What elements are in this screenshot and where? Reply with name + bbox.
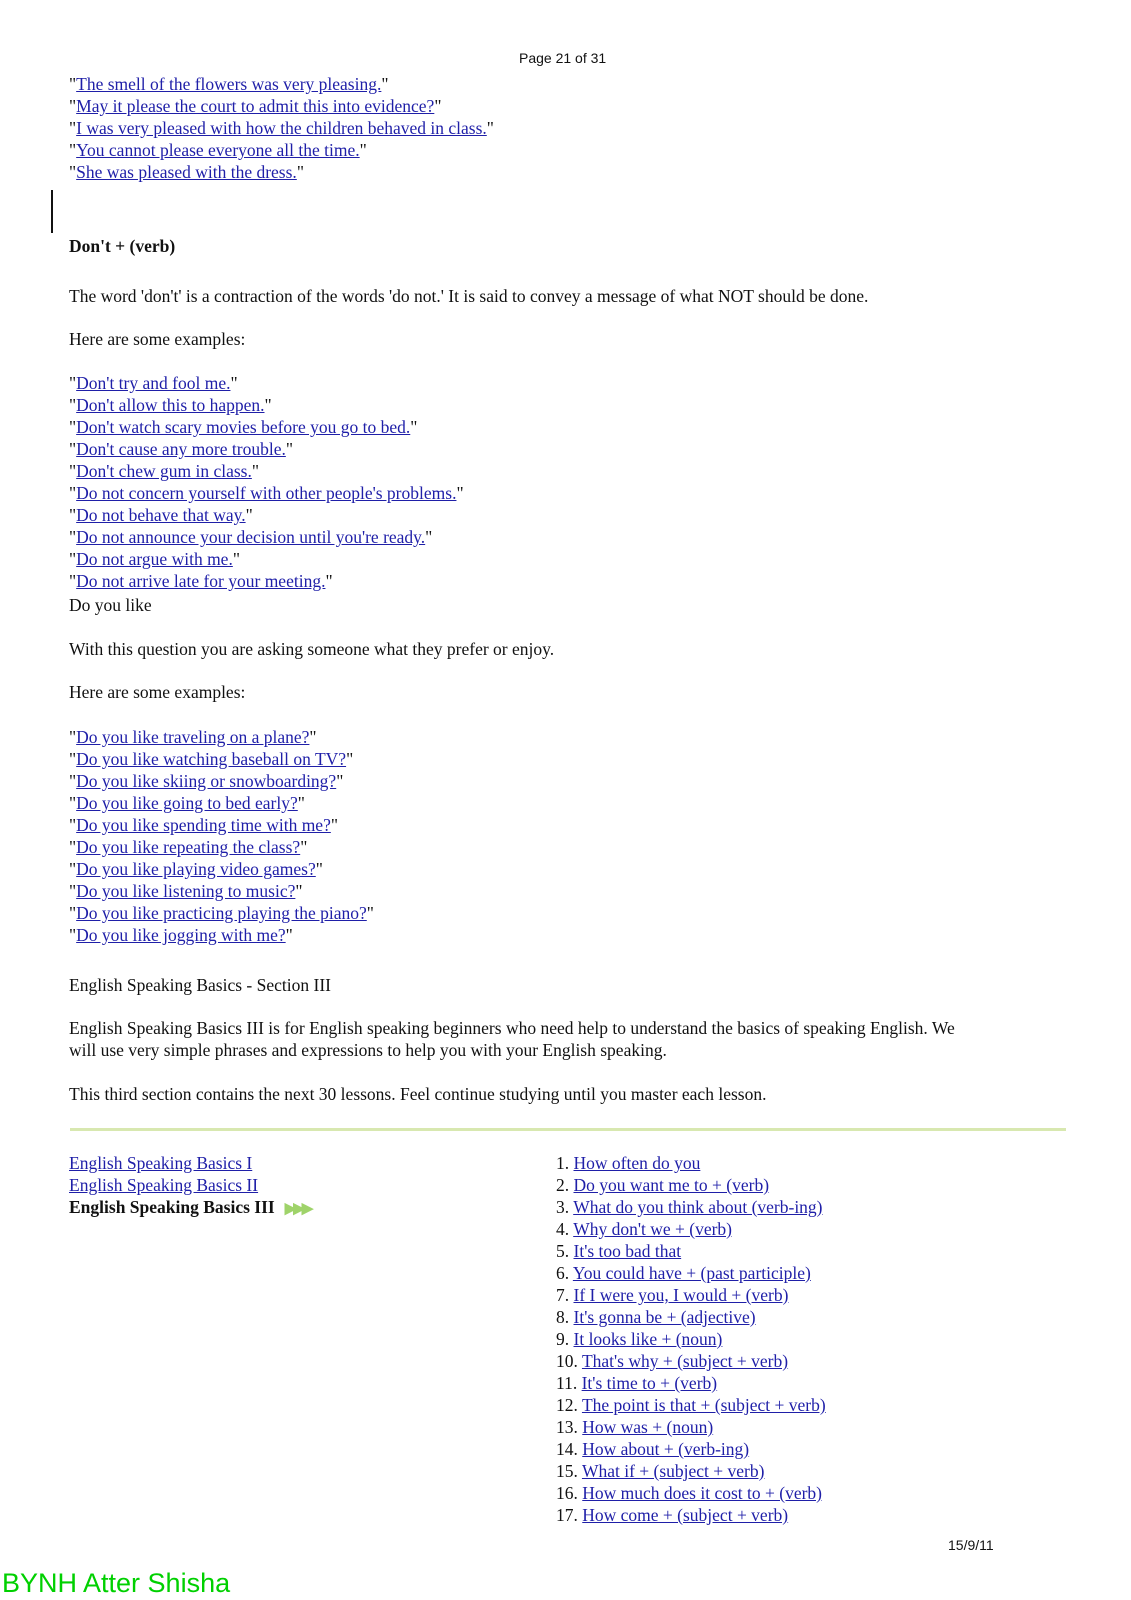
list-item: 4. Why don't we + (verb) <box>556 1219 732 1239</box>
example-link[interactable]: Do not argue with me. <box>76 549 233 569</box>
lesson-link[interactable]: Do you want me to + (verb) <box>573 1175 770 1195</box>
lesson-link[interactable]: How come + (subject + verb) <box>582 1505 789 1525</box>
page-number: Page 21 of 31 <box>519 50 607 66</box>
section3-paragraph-line: English Speaking Basics III is for English speaking beginners who need help to understand the basics of speaking English. We <box>69 1018 955 1038</box>
section3-paragraph <box>69 1017 955 1061</box>
example-link[interactable]: Do you like spending time with me? <box>76 815 331 835</box>
example-link[interactable]: Do you like going to bed early? <box>76 793 298 813</box>
example-line: "Don't cause any more trouble." <box>69 439 293 459</box>
example-line: "Don't allow this to happen." <box>69 395 272 415</box>
lesson-link[interactable]: How much does it cost to + (verb) <box>582 1483 823 1503</box>
example-link[interactable]: Do you like practicing playing the piano? <box>76 903 367 923</box>
example-line: "Do not arrive late for your meeting." <box>69 571 333 591</box>
dont-heading: Don't + (verb) <box>69 236 176 256</box>
example-line: "Do you like traveling on a plane?" <box>69 727 317 747</box>
example-link[interactable]: Do you like traveling on a plane? <box>76 727 310 747</box>
example-line: "Do you like practicing playing the piano?" <box>69 903 374 923</box>
example-link[interactable]: Don't try and fool me. <box>76 373 231 393</box>
nav-current-basics-3 <box>69 1196 310 1218</box>
list-item: 3. What do you think about (verb-ing) <box>556 1197 823 1217</box>
list-item: 5. It's too bad that <box>556 1241 682 1261</box>
example-line: "Don't chew gum in class." <box>69 461 260 481</box>
lesson-link[interactable]: The point is that + (subject + verb) <box>581 1395 826 1415</box>
list-item: 1. How often do you <box>556 1153 701 1173</box>
list-item: 9. It looks like + (noun) <box>556 1329 723 1349</box>
list-item: 7. If I were you, I would + (verb) <box>556 1285 789 1305</box>
lesson-link[interactable]: How often do you <box>573 1153 701 1173</box>
nav-link-basics-2[interactable]: English Speaking Basics II <box>69 1175 259 1195</box>
dont-description: The word 'don't' is a contraction of the words 'do not.' It is said to convey a message of what NOT should be done. <box>69 286 869 306</box>
example-line: "You cannot please everyone all the time." <box>69 140 367 160</box>
example-link[interactable]: Do you like watching baseball on TV? <box>76 749 347 769</box>
example-link[interactable]: Do not concern yourself with other people's problems. <box>76 483 457 503</box>
doyoulike-examples <box>69 726 374 946</box>
example-link[interactable]: Do not announce your decision until you're ready. <box>76 527 426 547</box>
doyoulike-description: With this question you are asking someone what they prefer or enjoy. <box>69 639 555 659</box>
watermark-text: BYNH Atter Shisha <box>2 1568 231 1598</box>
section3-lessons-note: This third section contains the next 30 lessons. Feel continue studying until you master each lesson. <box>69 1084 767 1104</box>
list-item: 13. How was + (noun) <box>556 1417 714 1437</box>
dont-intro: Here are some examples: <box>69 329 246 349</box>
example-line: "Do you like jogging with me?" <box>69 925 293 945</box>
section3-title: English Speaking Basics - Section III <box>69 975 331 995</box>
lesson-link[interactable]: You could have + (past participle) <box>572 1263 811 1283</box>
example-line: "Do not concern yourself with other people's problems." <box>69 483 464 503</box>
example-line: "Do not behave that way." <box>69 505 253 525</box>
example-line: "She was pleased with the dress." <box>69 162 304 182</box>
example-line: "Do you like watching baseball on TV?" <box>69 749 354 769</box>
top-examples <box>69 73 1069 183</box>
example-link[interactable]: She was pleased with the dress. <box>76 162 297 182</box>
lesson-link[interactable]: It looks like + (noun) <box>573 1329 723 1349</box>
doyoulike-heading: Do you like <box>69 595 152 615</box>
divider <box>70 1128 1066 1131</box>
example-link[interactable]: Don't chew gum in class. <box>76 461 252 481</box>
text-cursor <box>51 190 53 233</box>
example-link[interactable]: May it please the court to admit this into evidence? <box>76 96 435 116</box>
list-item: 14. How about + (verb-ing) <box>556 1439 750 1459</box>
example-line: "Do you like playing video games?" <box>69 859 323 879</box>
list-item: 2. Do you want me to + (verb) <box>556 1175 770 1195</box>
nav-link-basics-1[interactable]: English Speaking Basics I <box>69 1153 253 1173</box>
triple-arrow-icon: ▶▶▶ <box>284 1201 311 1217</box>
lesson-link[interactable]: It's too bad that <box>573 1241 682 1261</box>
example-link[interactable]: Don't allow this to happen. <box>76 395 265 415</box>
lesson-list <box>556 1152 826 1526</box>
lesson-link[interactable]: That's why + (subject + verb) <box>581 1351 789 1371</box>
example-link[interactable]: Don't watch scary movies before you go to bed. <box>76 417 411 437</box>
example-link[interactable]: The smell of the flowers was very pleasing. <box>76 74 382 94</box>
lesson-link[interactable]: If I were you, I would + (verb) <box>573 1285 789 1305</box>
example-link[interactable]: Do not arrive late for your meeting. <box>76 571 326 591</box>
lesson-link[interactable]: It's gonna be + (adjective) <box>573 1307 756 1327</box>
lesson-link[interactable]: It's time to + (verb) <box>581 1373 718 1393</box>
list-item: 6. You could have + (past participle) <box>556 1263 811 1283</box>
example-line: "The smell of the flowers was very pleasing." <box>69 74 389 94</box>
example-line: "Do not argue with me." <box>69 549 240 569</box>
example-line: "Don't watch scary movies before you go to bed." <box>69 417 418 437</box>
list-item: 16. How much does it cost to + (verb) <box>556 1483 823 1503</box>
example-line: "Do you like repeating the class?" <box>69 837 308 857</box>
lesson-link[interactable]: What if + (subject + verb) <box>581 1461 765 1481</box>
example-line: "Do you like spending time with me?" <box>69 815 338 835</box>
list-item: 10. That's why + (subject + verb) <box>556 1351 789 1371</box>
list-item: 8. It's gonna be + (adjective) <box>556 1307 756 1327</box>
section-nav <box>69 1152 310 1218</box>
list-item: 17. How come + (subject + verb) <box>556 1505 789 1525</box>
example-link[interactable]: Do you like playing video games? <box>76 859 316 879</box>
example-line: "Do not announce your decision until you're ready." <box>69 527 433 547</box>
list-item: 12. The point is that + (subject + verb) <box>556 1395 826 1415</box>
example-link[interactable]: You cannot please everyone all the time. <box>76 140 360 160</box>
example-line: "Do you like skiing or snowboarding?" <box>69 771 344 791</box>
example-link[interactable]: Do you like repeating the class? <box>76 837 301 857</box>
lesson-link[interactable]: What do you think about (verb-ing) <box>573 1197 823 1217</box>
example-link[interactable]: Do you like jogging with me? <box>76 925 286 945</box>
dont-examples <box>69 372 464 592</box>
example-link[interactable]: Do not behave that way. <box>76 505 246 525</box>
print-date: 15/9/11 <box>948 1537 994 1553</box>
example-line: "Don't try and fool me." <box>69 373 238 393</box>
example-link[interactable]: Don't cause any more trouble. <box>76 439 286 459</box>
section3-paragraph-line: will use very simple phrases and expressions to help you with your English speaking. <box>69 1040 667 1060</box>
example-link[interactable]: Do you like skiing or snowboarding? <box>76 771 337 791</box>
example-link[interactable]: Do you like listening to music? <box>76 881 296 901</box>
list-item: 11. It's time to + (verb) <box>556 1373 718 1393</box>
doyoulike-intro: Here are some examples: <box>69 682 246 702</box>
example-line: "I was very pleased with how the children behaved in class." <box>69 118 494 138</box>
example-line: "Do you like going to bed early?" <box>69 793 305 813</box>
example-link[interactable]: I was very pleased with how the children behaved in class. <box>76 118 487 138</box>
lesson-link[interactable]: How about + (verb-ing) <box>582 1439 750 1459</box>
example-line: "Do you like listening to music?" <box>69 881 303 901</box>
list-item: 15. What if + (subject + verb) <box>556 1461 765 1481</box>
lesson-link[interactable]: How was + (noun) <box>582 1417 714 1437</box>
example-line: "May it please the court to admit this into evidence?" <box>69 96 442 116</box>
lesson-link[interactable]: Why don't we + (verb) <box>573 1219 732 1239</box>
nav-current-label: English Speaking Basics III <box>69 1197 275 1217</box>
